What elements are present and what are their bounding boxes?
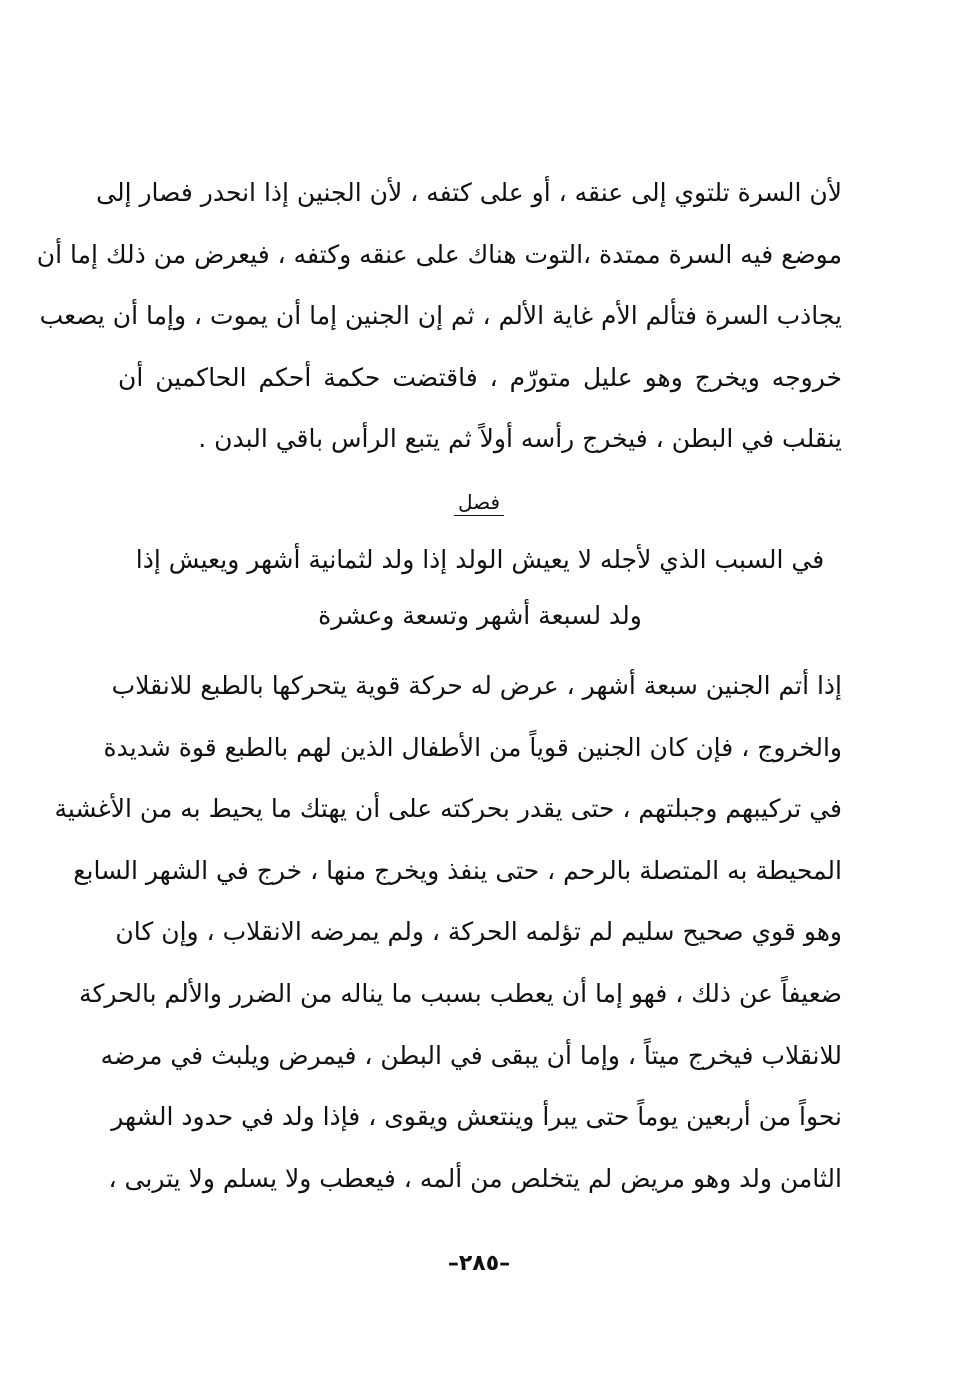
text-line: خروجه ويخرج وهو عليل متورّم ، فاقتضت حكمة أحكم الحاكمين أن <box>118 362 842 392</box>
text-line: ينقلب في البطن ، فيخرج رأسه أولاً ثم يتبع الرأس باقي البدن . <box>198 424 842 454</box>
text-line: في تركيبهم وجبلتهم ، حتى يقدر بحركته على أن يهتك ما يحيط به من الأغشية <box>54 794 842 824</box>
text-line: نحواً من أربعين يوماً حتى يبرأ وينتعش ويقوى ، فإذا ولد في حدود الشهر <box>111 1102 842 1132</box>
text-line: المحيطة به المتصلة بالرحم ، حتى ينفذ ويخرج منها ، خرج في الشهر السابع <box>73 855 842 885</box>
text-line: لأن السرة تلتوي إلى عنقه ، أو على كتفه ، لأن الجنين إذا انحدر فصار إلى <box>96 178 842 207</box>
paragraph-main <box>54 655 842 1209</box>
section-label <box>0 486 958 518</box>
section-title-line: في السبب الذي لأجله لا يعيش الولد إذا ولد لثمانية أشهر ويعيش إذا <box>135 545 825 574</box>
text-line: والخروج ، فإن كان الجنين قوياً من الأطفال الذين لهم بالطبع قوة شديدة <box>103 732 842 762</box>
section-title-line: ولد لسبعة أشهر وتسعة وعشرة <box>318 601 642 630</box>
paragraph-top <box>36 162 842 470</box>
text-line: ضعيفاً عن ذلك ، فهو إما أن يعطب بسبب ما يناله من الضرر والألم بالحركة <box>79 978 842 1008</box>
page-number: –٢٨٥– <box>447 1251 511 1276</box>
text-line: موضع فيه السرة ممتدة ،التوت هناك على عنقه وكتفه ، فيعرض من ذلك إما أن <box>36 239 842 269</box>
text-line: وهو قوي صحيح سليم لم تؤلمه الحركة ، ولم يمرضه الانقلاب ، وإن كان <box>115 917 842 947</box>
text-line: إذا أتم الجنين سبعة أشهر ، عرض له حركة قوية يتحركها بالطبع للانقلاب <box>111 671 842 700</box>
section-label-text: فصل <box>454 491 504 516</box>
text-line: يجاذب السرة فتألم الأم غاية الألم ، ثم إن الجنين إما أن يموت ، وإما أن يصعب <box>39 301 842 331</box>
text-line: للانقلاب فيخرج ميتاً ، وإما أن يبقى في البطن ، فيمرض ويلبث في مرضه <box>100 1040 842 1070</box>
text-line: الثامن ولد وهو مريض لم يتخلص من ألمه ، فيعطب ولا يسلم ولا يتربى ، <box>108 1163 842 1193</box>
section-title <box>118 532 842 644</box>
